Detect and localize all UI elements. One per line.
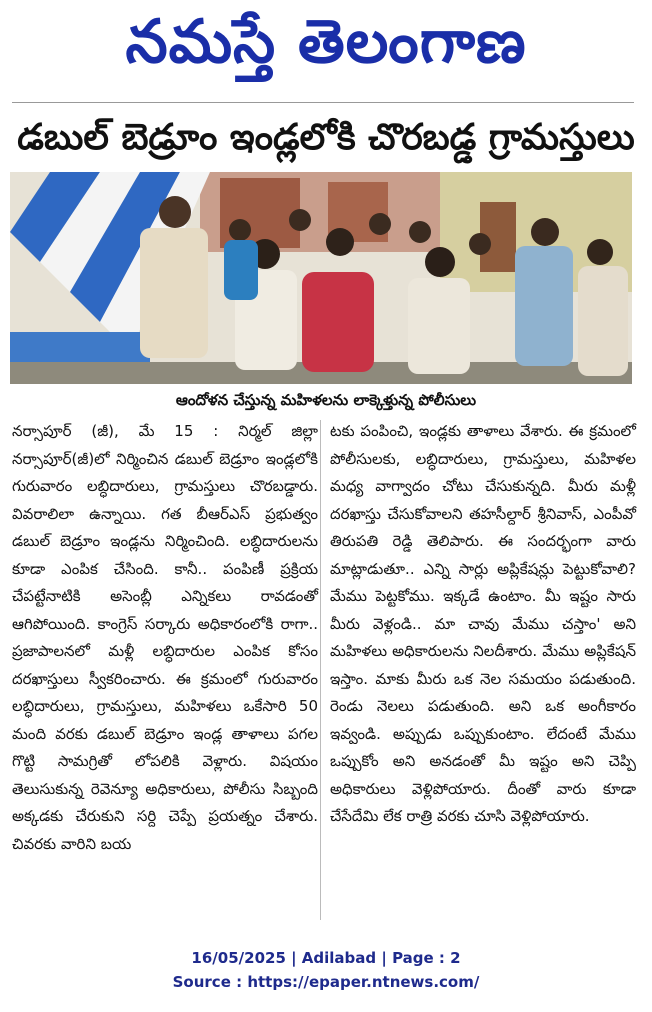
newspaper-logo-title: నమస్తే తెలంగాణ bbox=[125, 7, 527, 77]
photo-caption: ఆందోళన చేస్తున్న మహిళలను లాక్కెళ్తున్న పోలీసులు bbox=[175, 391, 477, 409]
article-column-right bbox=[330, 418, 636, 831]
article-body-left: నర్సాపూర్ (జీ), మే 15 : నిర్మల్ జిల్లా నర్సాపూర్(జీ)లో నిర్మించిన డబుల్ బెడ్రూం ఇండ్లలోకి గురువారం లబ్ధిదారులు, గ్రామస్తులు చొరబడ్డారు. వివరాలిలా ఉన్నాయి. గత బీఆర్ఎస్ ప్రభుత్వం డబుల్ బెడ్రూం ఇండ్లను నిర్మించింది. లబ్ధిదారులను కూడా ఎంపిక చేసింది. కానీ.. పంపిణీ ప్రక్రియ చేపట్టేనాటికి అసెంబ్లీ ఎన్నికలు రావడంతో ఆగిపోయింది. కాంగ్రెస్ సర్కారు అధికారంలోకి రాగా.. ప్రజాపాలనలో మళ్లీ లబ్ధిదారుల ఎంపిక కోసం దరఖాస్తులు స్వీకరించారు. ఈ క్రమంలో గురువారం లబ్ధిదారులు, గ్రామస్తులు, మహిళలు ఒకేసారి 50 మంది వరకు డబుల్ బెడ్రూం ఇండ్ల తాళాలు పగల గొట్టి సామగ్రితో లోపలికి వెళ్లారు. విషయం తెలుసుకున్న రెవెన్యూ అధికారులు, పోలీసు సిబ్బంది అక్కడకు చేరుకుని సర్ది చెప్పే ప్రయత్నం చేశారు. చివరకు వారిని బయ bbox=[12, 422, 318, 853]
masthead-divider bbox=[12, 102, 634, 103]
article-column-left bbox=[12, 418, 318, 858]
footer-source-line: Source : https://epaper.ntnews.com/ bbox=[172, 973, 480, 991]
page-footer bbox=[0, 946, 652, 994]
article-headline: డబుల్ బెడ్రూం ఇండ్లలోకి చొరబడ్డ గ్రామస్తులు bbox=[17, 117, 635, 158]
article-photo bbox=[10, 172, 632, 384]
article-body-right: టకు పంపించి, ఇండ్లకు తాళాలు వేశారు. ఈ క్రమంలో పోలీసులకు, లబ్ధిదారులు, గ్రామస్తులు, మహిళల మధ్య వాగ్వాదం చోటు చేసుకున్నది. మీరు మళ్లీ దరఖాస్తు చేసుకోవాలని తహసీల్దార్ శ్రీనివాస్, ఎంపీవో తిరుపతి రెడ్డి తెలిపారు. ఈ సందర్భంగా వారు మాట్లాడుతూ.. ఎన్ని సార్లు అప్లికేషన్లు పెట్టుకోవాలి? మేము పెట్టకోము. ఇక్కడే ఉంటాం. మీ ఇష్టం సారు మీరు వెళ్లండి.. మా చావు మేము చస్తాం' అని మహిళలు అధికారులను నిలదీశారు. మేము అప్లికేషన్ ఇస్తాం. మాకు మీరు ఒక నెల సమయం పడుతుంది. రెండు నెలలు పడుతుంది. అని ఒక అంగీకారం ఇవ్వండి. అప్పుడు ఒప్పుకుంటాం. లేదంటే మేము ఒప్పుకోం అని అనడంతో మీ ఇష్టం అని చెప్పి అధికారులు వెళ్లిపోయారు. దీంతో వారు కూడా చేసేదేమి లేక రాత్రి వరకు చూసి వెళ్లిపోయారు. bbox=[330, 422, 636, 825]
footer-date-line: 16/05/2025 | Adilabad | Page : 2 bbox=[191, 949, 461, 967]
masthead bbox=[0, 0, 652, 100]
column-divider bbox=[320, 420, 321, 920]
